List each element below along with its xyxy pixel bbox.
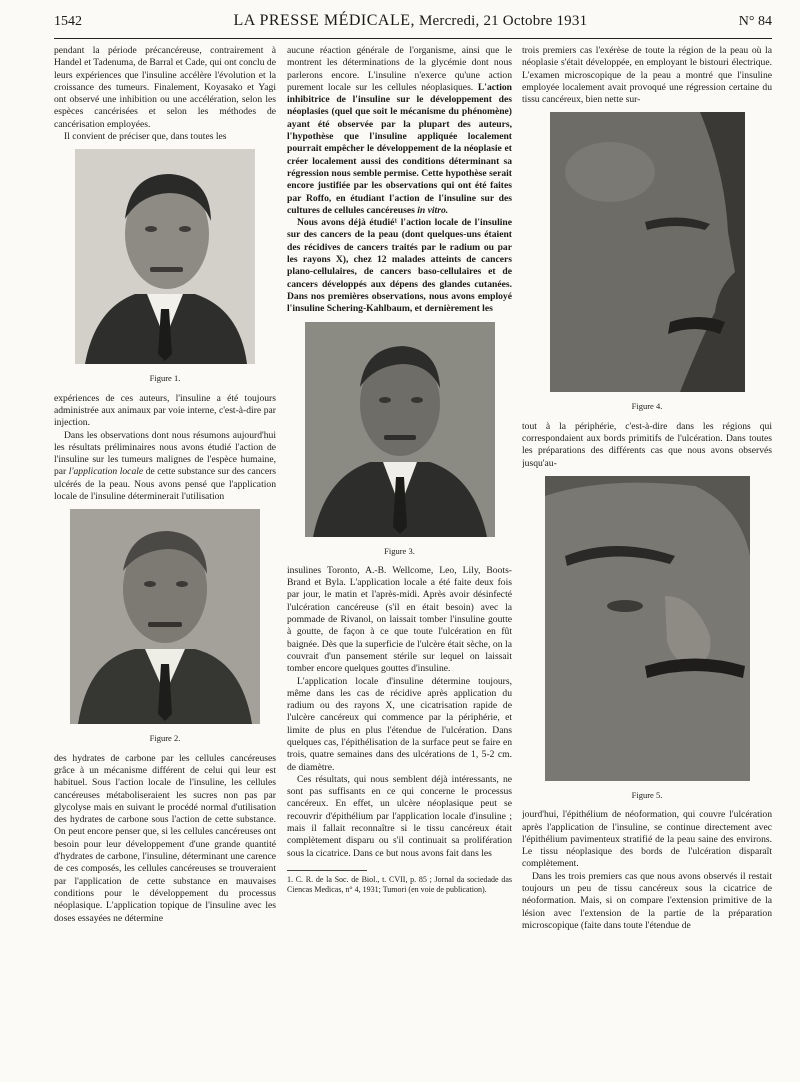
footnote: 1. C. R. de la Soc. de Biol., t. CVII, p. 85 ; Jornal da sociedade das Ciencas Medicas, n° 4, 1931; Tumori (en voie de publication). (287, 874, 512, 894)
issue-number: N° 84 (738, 14, 772, 29)
figure-caption: Figure 1. (149, 373, 181, 384)
paragraph: insulines Toronto, A.-B. Wellcome, Leo, Lily, Boots-Brand et Byla. L'application locale a été faite deux fois par jour, le matin et l'après-midi. Après avoir désinfecté l'ulcération cancéreuse (s'il en était besoin) avec la pommade de Rivanol, on laissait tomber l'insuline goutte à goutte, de façon à ce que toute l'ulcération en fût baignée. Dès que la superficie de l'ulcère était sèche, on la couvrait d'un pansement stérile sur lequel on laissait tomber encore quelques gouttes d'insuline. (287, 564, 512, 675)
paragraph: L'application locale d'insuline détermine toujours, même dans les cas de récidive après application du radium ou des rayons X, une cicatrisation rapide de l'ulcère cancéreux qui commence par la périphérie, et limite de plus en plus l'étendue de l'ulcération. Dans quelques cas, l'épithélisation de la surface peut se faire en trois, quatre semaines dans des ulcérations de 1, 5-2 cm. de diamètre. (287, 675, 512, 773)
issue-date: Mercredi, 21 Octobre 1931 (418, 13, 588, 29)
paragraph: Dans les trois premiers cas que nous avons observés il restait toujours un peu de tissu cancéreux sous la cicatrice de néoformation. Mais, si on compare l'extension primitive de la lésion avec l'extension de la partie de la préparation microscopique (faite dans toute l'étendue de (522, 870, 772, 931)
figure-caption: Figure 5. (631, 789, 663, 800)
column-2 (287, 45, 512, 1074)
paragraph: tout à la périphérie, c'est-à-dire dans les régions qui correspondaient aux bords primitifs de l'ulcération. Dans toutes les préparations des différents cas que nous avons observés jusqu'au- (522, 420, 772, 469)
journal-name: LA PRESSE MÉDICALE, (233, 12, 416, 29)
figure-3 (305, 322, 495, 557)
clinical-photo (550, 112, 745, 392)
paragraph: Dans les observations dont nous résumons aujourd'hui les résultats préliminaires nous avons étudié l'action de l'insuline sur les tumeurs malignes de l'espèce humaine, par l'application locale de cette substance sur des cancers ulcérés de la peau. Nous avons pensé que l'application locale de l'insuline déterminerait l'utilisation (54, 429, 276, 503)
figure-4 (550, 112, 745, 412)
journal-title-line (234, 12, 588, 30)
figure-1 (75, 149, 255, 384)
figure-caption: Figure 3. (384, 545, 415, 556)
figure-2 (70, 509, 260, 744)
column-1 (54, 45, 276, 1074)
paragraph: Nous avons déjà étudié¹ l'action locale de l'insuline sur des cancers de la peau (dont quelques-uns étaient des récidives de cancers traités par le radium ou par les rayons X), chez 12 malades atteints de cancers plano-cellulaires, de cancers baso-cellulaires et de cancers développés aux dépens des glandes cutanées. Dans nos premières observations, nous avons employé l'insuline Schering-Kahlbaum, et dernièrement les (287, 217, 512, 315)
figure-caption: Figure 2. (149, 733, 181, 744)
paragraph: pendant la période précancéreuse, contrairement à Handel et Tadenuma, de Barral et Cade, qui ont conclu de leurs expériences que l'insuline accélère l'évolution et la croissance des tumeurs. Finalement, Koyasako et Yagi ont observé une inhibition ou une accélération, selon les espèces cancérisées et selon les méthodes de cancérisation employées. (54, 45, 276, 130)
paragraph: Ces résultats, qui nous semblent déjà intéressants, ne sont pas suffisants en ce qui concerne le processus cancéreux. En effet, un ulcère néoplasique peut se recouvrir d'épithélium par l'application locale d'insuline ; mais il fallait reconnaître si le tissu cancéreux était complètement disparu ou s'il continuait sa prolifération sous la cicatrice. Dans ce but nous avons fait dans les (287, 773, 512, 859)
figure-5 (545, 476, 750, 801)
paragraph: aucune réaction générale de l'organisme, ainsi que le montrent les déterminations de la glycémie dont nous parlerons encore. L'insuline n'exerce qu'une action purement locale sur les cellules néoplasiques. L'action inhibitrice de l'insuline sur le développement des néoplasies (quel que soit le mécanisme du phénomène) ayant été observée par la plupart des auteurs, l'hypothèse que l'insuline appliquée localement pourrait empêcher le développement de la néoplasie et créer localement aussi des conditions déterminant sa régression nous semble permise. Cette hypothèse serait encore justifiée par les observations qui ont été faites par Roffo, en étudiant l'action de l'insuline sur des cultures de cellules cancéreuses in vitro. (287, 45, 512, 216)
figure-caption: Figure 4. (631, 401, 663, 412)
clinical-photo (545, 476, 750, 781)
page-header (54, 12, 772, 39)
portrait-photo (305, 322, 495, 537)
paragraph: expériences de ces auteurs, l'insuline a été toujours administrée aux animaux par voie interne, c'est-à-dire par injection. (54, 392, 276, 429)
portrait-photo (75, 149, 255, 364)
column-3 (522, 45, 772, 1074)
page-number: 1542 (54, 14, 82, 29)
footnote-rule (287, 870, 367, 871)
paragraph: jourd'hui, l'épithélium de néoformation, qui couvre l'ulcération après l'application de l'insuline, se continue directement avec l'épithélium pavimenteux stratifié de la peau saine des environs. Le tissu néoplasique des bords de l'ulcération disparaît complètement. (522, 809, 772, 870)
portrait-photo (70, 509, 260, 724)
paragraph: trois premiers cas l'exérèse de toute la région de la peau où la néoplasie s'était développée, en employant le bistouri électrique. L'examen microscopique de la peau a montré que l'insuline employée localement avait provoqué une régression certaine du tissu cancéreux, bien nette sur- (522, 45, 772, 106)
paragraph: Il convient de préciser que, dans toutes les (64, 131, 227, 143)
paragraph: des hydrates de carbone par les cellules cancéreuses grâce à un mécanisme différent de celui qui leur est habituel. Sous l'action locale de l'insuline, les cellules cancéreuses métaboliseraient les sucres non pas par glycolyse mais en suivant le procédé normal d'utilisation des hydrates de carbone sous l'action de cette substance. On peut encore penser que, si les cellules cancéreuses ont besoin pour leur développement d'une grande quantité d'hydrates de carbone, l'insuline, déterminant une carence de ces composés, les cellules cancéreuses se trouveraient par l'application de cette substance en mauvaises conditions pour le développement du processus néoplasique. L'application topique de l'insuline avec les doses essayées ne détermine (54, 752, 276, 924)
